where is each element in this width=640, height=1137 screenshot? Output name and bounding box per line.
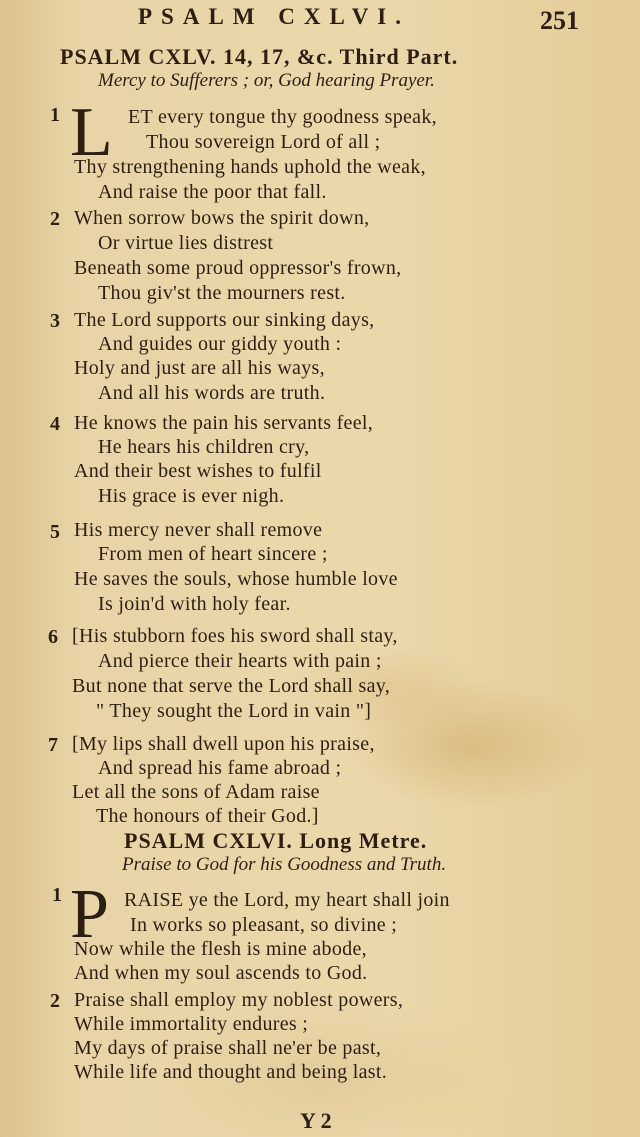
verse-number: 6: [48, 626, 58, 648]
verse-line: From men of heart sincere ;: [98, 543, 328, 565]
verse-number: 4: [50, 413, 60, 435]
verse-line: While immortality endures ;: [74, 1013, 309, 1035]
verse-line: Thy strengthening hands uphold the weak,: [74, 156, 426, 178]
verse-line: Praise shall employ my noblest powers,: [74, 989, 404, 1011]
verse-line: The honours of their God.]: [96, 805, 319, 827]
verse-number: 1: [50, 104, 60, 126]
verse-line: And when my soul ascends to God.: [74, 962, 368, 984]
verse-line: And pierce their hearts with pain ;: [98, 650, 382, 672]
verse-line: Holy and just are all his ways,: [74, 357, 325, 379]
verse-line: And all his words are truth.: [98, 382, 326, 404]
verse-line: Or virtue lies distrest: [98, 232, 274, 254]
verse-line: When sorrow bows the spirit down,: [74, 207, 370, 229]
verse-line: But none that serve the Lord shall say,: [72, 675, 391, 697]
verse-line: The Lord supports our sinking days,: [74, 309, 375, 331]
verse-line: Is join'd with holy fear.: [98, 593, 291, 615]
signature-mark: Y 2: [300, 1108, 332, 1133]
verse-line: And their best wishes to fulfil: [74, 460, 322, 482]
verse-line: Now while the flesh is mine abode,: [74, 938, 367, 960]
verse-number: 3: [50, 310, 60, 332]
verse-line: While life and thought and being last.: [74, 1061, 387, 1083]
verse-line: RAISE ye the Lord, my heart shall join: [124, 889, 450, 911]
verse-line: [His stubborn foes his sword shall stay,: [72, 625, 398, 647]
verse-line: He hears his children cry,: [98, 436, 310, 458]
verse-line: In works so pleasant, so divine ;: [130, 914, 398, 936]
verse-line: Let all the sons of Adam raise: [72, 781, 320, 803]
psalm-subtitle: Praise to God for his Goodness and Truth.: [122, 854, 447, 875]
verse-line: And guides our giddy youth :: [98, 333, 342, 355]
verse-number: 7: [48, 734, 58, 756]
psalm-title: PSALM CXLVI. Long Metre.: [124, 828, 428, 853]
psalm-subtitle: Mercy to Sufferers ; or, God hearing Prayer.: [98, 70, 435, 91]
verse-line: Beneath some proud oppressor's frown,: [74, 257, 402, 279]
verse-line: My days of praise shall ne'er be past,: [74, 1037, 382, 1059]
verse-line: [My lips shall dwell upon his praise,: [72, 733, 375, 755]
verse-line: He saves the souls, whose humble love: [74, 568, 398, 590]
verse-line: His mercy never shall remove: [74, 519, 323, 541]
verse-line: " They sought the Lord in vain "]: [96, 700, 372, 722]
drop-cap: P: [70, 876, 109, 953]
verse-number: 5: [50, 521, 60, 543]
verse-line: ET every tongue thy goodness speak,: [128, 106, 437, 128]
verse-line: His grace is ever nigh.: [98, 485, 285, 507]
verse-number: 2: [50, 208, 60, 230]
drop-cap: L: [70, 94, 113, 171]
psalm-title: PSALM CXLV. 14, 17, &c. Third Part.: [60, 44, 459, 69]
verse-number: 1: [52, 884, 62, 906]
verse-line: He knows the pain his servants feel,: [74, 412, 374, 434]
verse-line: Thou giv'st the mourners rest.: [98, 282, 346, 304]
running-head: PSALM CXLVI.: [138, 4, 411, 29]
verse-number: 2: [50, 990, 60, 1012]
page-number: 251: [540, 6, 579, 35]
verse-line: And raise the poor that fall.: [98, 181, 327, 203]
verse-line: And spread his fame abroad ;: [98, 757, 342, 779]
verse-line: Thou sovereign Lord of all ;: [146, 131, 381, 153]
